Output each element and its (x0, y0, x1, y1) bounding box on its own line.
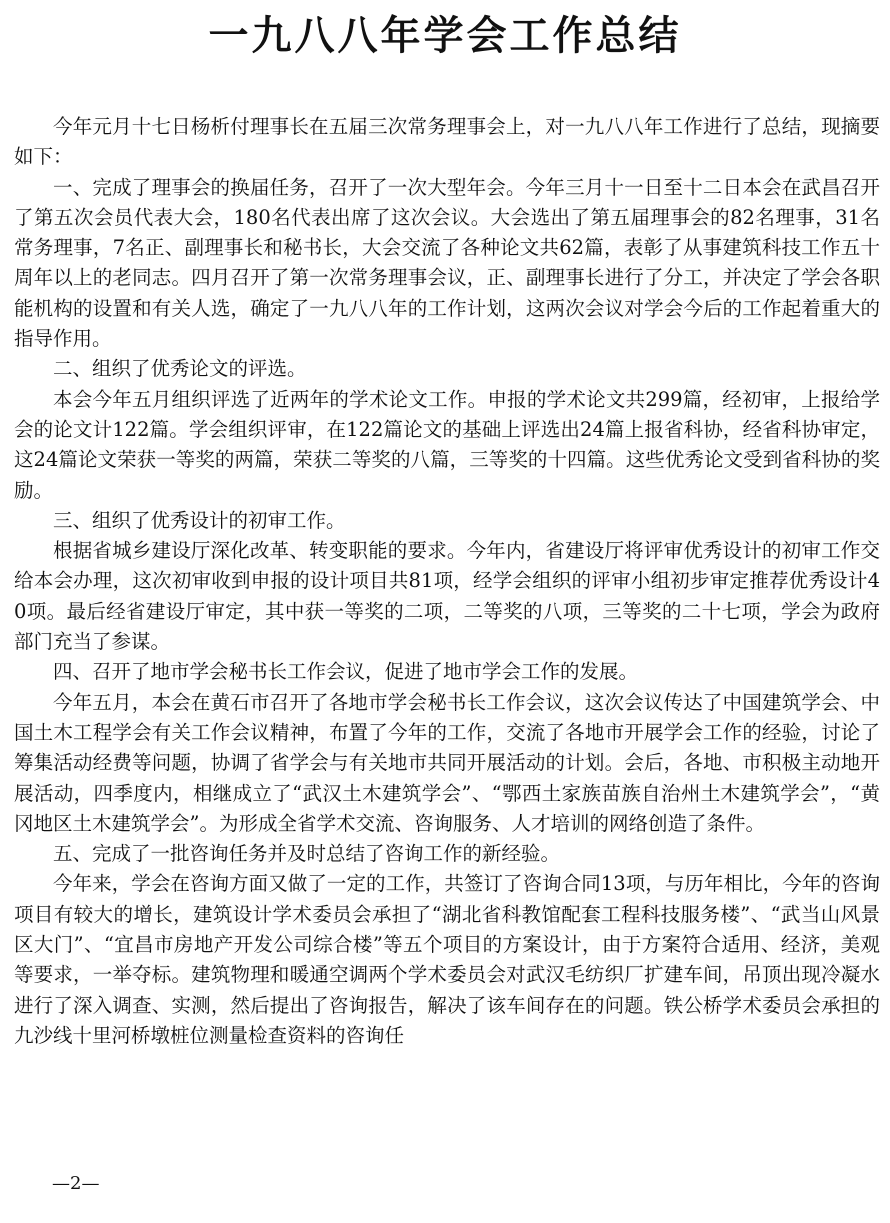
section-4-heading: 四、召开了地市学会秘书长工作会议，促进了地市学会工作的发展。 (53, 660, 639, 684)
section-2-heading: 二、组织了优秀论文的评选。 (53, 357, 307, 381)
document-body (14, 112, 880, 1051)
section-3-heading: 三、组织了优秀设计的初审工作。 (53, 508, 346, 532)
section-5-heading: 五、完成了一批咨询任务并及时总结了咨询工作的新经验。 (53, 842, 561, 866)
intro-paragraph: 今年元月十七日杨析付理事长在五届三次常务理事会上，对一九八八年工作进行了总结，现摘要如下： (14, 115, 880, 169)
page-number: —2— (52, 1173, 100, 1194)
section-3-paragraph: 根据省城乡建设厅深化改革、转变职能的要求。今年内，省建设厅将评审优秀设计的初审工作交给本会办理，这次初审收到申报的设计项目共81项，经学会组织的评审小组初步审定推荐优秀设计40项。最后经省建设厅审定，其中获一等奖的二项，二等奖的八项，三等奖的二十七项，学会为政府部门充当了参谋。 (14, 539, 880, 654)
section-1-paragraph: 一、完成了理事会的换届任务，召开了一次大型年会。今年三月十一日至十二日本会在武昌召开了第五次会员代表大会，180名代表出席了这次会议。大会选出了第五届理事会的82名理事，31名常务理事，7名正、副理事长和秘书长，大会交流了各种论文共62篇，表彰了从事建筑科技工作五十周年以上的老同志。四月召开了第一次常务理事会议，正、副理事长进行了分工，并决定了学会各职能机构的设置和有关人选，确定了一九八八年的工作计划，这两次会议对学会今后的工作起着重大的指导作用。 (14, 175, 880, 351)
section-2-paragraph: 本会今年五月组织评选了近两年的学术论文工作。申报的学术论文共299篇，经初审，上报给学会的论文计122篇。学会组织评审，在122篇论文的基础上评选出24篇上报省科协，经省科协审定，这24篇论文荣获一等奖的两篇，荣获二等奖的八篇，三等奖的十四篇。这些优秀论文受到省科协的奖励。 (14, 387, 880, 502)
section-4-paragraph: 今年五月，本会在黄石市召开了各地市学会秘书长工作会议，这次会议传达了中国建筑学会、中国土木工程学会有关工作会议精神，布置了今年的工作，交流了各地市开展学会工作的经验，讨论了筹集活动经费等问题，协调了省学会与有关地市共同开展活动的计划。会后，各地、市积极主动地开展活动，四季度内，相继成立了“武汉土木建筑学会”、“鄂西土家族苗族自治州土木建筑学会”，“黄冈地区土木建筑学会”。为形成全省学术交流、咨询服务、人才培训的网络创造了条件。 (14, 690, 880, 835)
section-5-paragraph: 今年来，学会在咨询方面又做了一定的工作，共签订了咨询合同13项，与历年相比，今年的咨询项目有较大的增长，建筑设计学术委员会承担了“湖北省科教馆配套工程科技服务楼”、“武当山风景区大门”、“宜昌市房地产开发公司综合楼”等五个项目的方案设计，由于方案符合适用、经济，美观等要求，一举夺标。建筑物理和暖通空调两个学术委员会对武汉毛纺织厂扩建车间，吊顶出现冷凝水进行了深入调查、实测，然后提出了咨询报告，解决了该车间存在的问题。铁公桥学术委员会承担的九沙线十里河桥墩桩位测量检查资料的咨询任 (14, 872, 880, 1047)
page-title: 一九八八年学会工作总结 (208, 13, 682, 59)
